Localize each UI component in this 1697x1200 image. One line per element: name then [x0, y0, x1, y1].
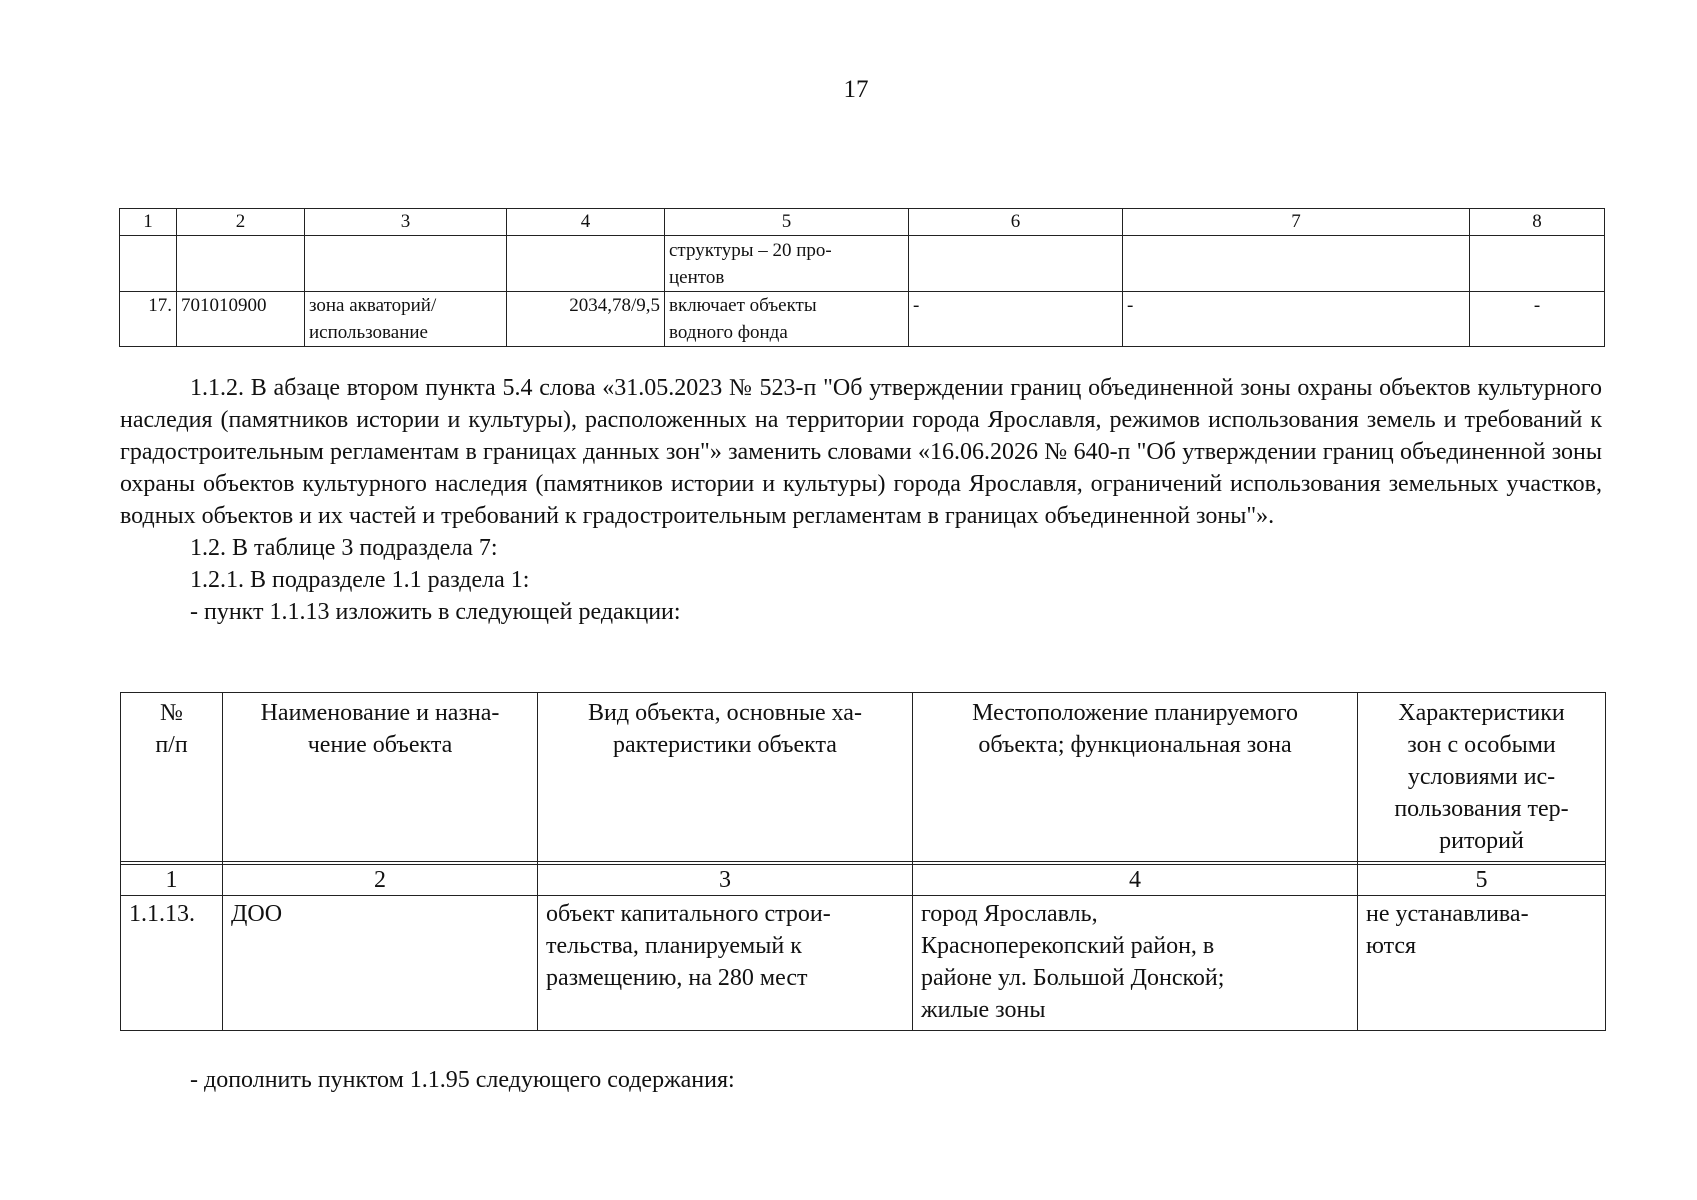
object-location: город Ярославль, Красноперекопский район, в районе ул. Большой Донской; жилые зоны [913, 896, 1358, 1031]
column-number: 1 [121, 865, 223, 896]
table2-header-row [121, 693, 1606, 862]
row-number: 1.1.13. [121, 896, 223, 1031]
table-cell: - [1470, 292, 1605, 347]
column-number: 2 [223, 865, 538, 896]
zones-table-continuation [119, 208, 1605, 347]
zone-name [305, 292, 507, 347]
zone-name-line: зона акваторий/ [309, 295, 437, 316]
table-cell: структуры – 20 про- центов [665, 236, 909, 292]
column-number: 4 [913, 865, 1358, 896]
zone-area: 2034,78/9,5 [507, 292, 665, 347]
paragraph-1-1-2-block [120, 372, 1602, 628]
table1-col-number: 4 [507, 209, 665, 236]
table1-col-number: 1 [120, 209, 177, 236]
zone-code: 701010900 [177, 292, 305, 347]
table-cell [507, 236, 665, 292]
table-cell [909, 236, 1123, 292]
zone-description-line: водного фонда [669, 322, 788, 343]
table-cell [305, 236, 507, 292]
table-row [121, 896, 1606, 1031]
table-cell [1123, 236, 1470, 292]
header-name: Наименование и назна- чение объекта [223, 693, 538, 862]
table-cell: - [909, 292, 1123, 347]
table1-col-number: 7 [1123, 209, 1470, 236]
zone-name-line: использование [309, 322, 428, 343]
page-number: 17 [843, 76, 869, 103]
row-number: 17. [120, 292, 177, 347]
paragraph-1-2: 1.2. В таблице 3 подраздела 7: [190, 535, 498, 561]
table-row [120, 236, 1605, 292]
column-number: 3 [538, 865, 913, 896]
zone-description-line: включает объекты [669, 295, 817, 316]
table-cell [177, 236, 305, 292]
column-number: 5 [1358, 865, 1606, 896]
table1-col-number: 8 [1470, 209, 1605, 236]
object-kind: объект капитального строи- тельства, планируемый к размещению, на 280 мест [538, 896, 913, 1031]
table-cell [120, 236, 177, 292]
paragraph-1-1-2: 1.1.2. В абзаце втором пункта 5.4 слова «31.05.2023 № 523-п "Об утверждении границ объединенной зоны охраны объектов культурного наследия (памятников истории и культуры), расположенных на территории города Ярославля, режимов использования земель и требований к градостроительным регламентам в границах данных зон"» заменить словами «16.06.2026 № 640-п "Об утверждении границ объединенной зоны охраны объектов культурного наследия (памятников истории и культуры) города Ярославля, ограничений использования земельных участков, водных объектов и их частей и требований к градостроительным регламентам в границах объединенной зоны"». [120, 375, 1602, 529]
table-cell: - [1123, 292, 1470, 347]
header-zones: Характеристики зон с особыми условиями ис- пользования тер- риторий [1358, 693, 1606, 862]
table1-col-number: 5 [665, 209, 909, 236]
table2-number-row [121, 865, 1606, 896]
paragraph-add-1-1-95: - дополнить пунктом 1.1.95 следующего содержания: [190, 1067, 735, 1093]
object-name: ДОО [223, 896, 538, 1031]
zone-description [665, 292, 909, 347]
header-kind: Вид объекта, основные ха- рактеристики объекта [538, 693, 913, 862]
table-row [120, 292, 1605, 347]
object-zones: не устанавлива- ются [1358, 896, 1606, 1031]
table-cell [1470, 236, 1605, 292]
table1-col-number: 3 [305, 209, 507, 236]
header-location: Местоположение планируемого объекта; функциональная зона [913, 693, 1358, 862]
table1-col-number: 2 [177, 209, 305, 236]
paragraph-1-2-1: 1.2.1. В подразделе 1.1 раздела 1: [190, 567, 530, 593]
table1-header-row [120, 209, 1605, 236]
paragraph-item-1-1-13: - пункт 1.1.13 изложить в следующей редакции: [190, 599, 681, 625]
table1-col-number: 6 [909, 209, 1123, 236]
objects-table [120, 692, 1606, 1031]
header-number: № п/п [121, 693, 223, 862]
paragraph-add-block [120, 1064, 1602, 1096]
